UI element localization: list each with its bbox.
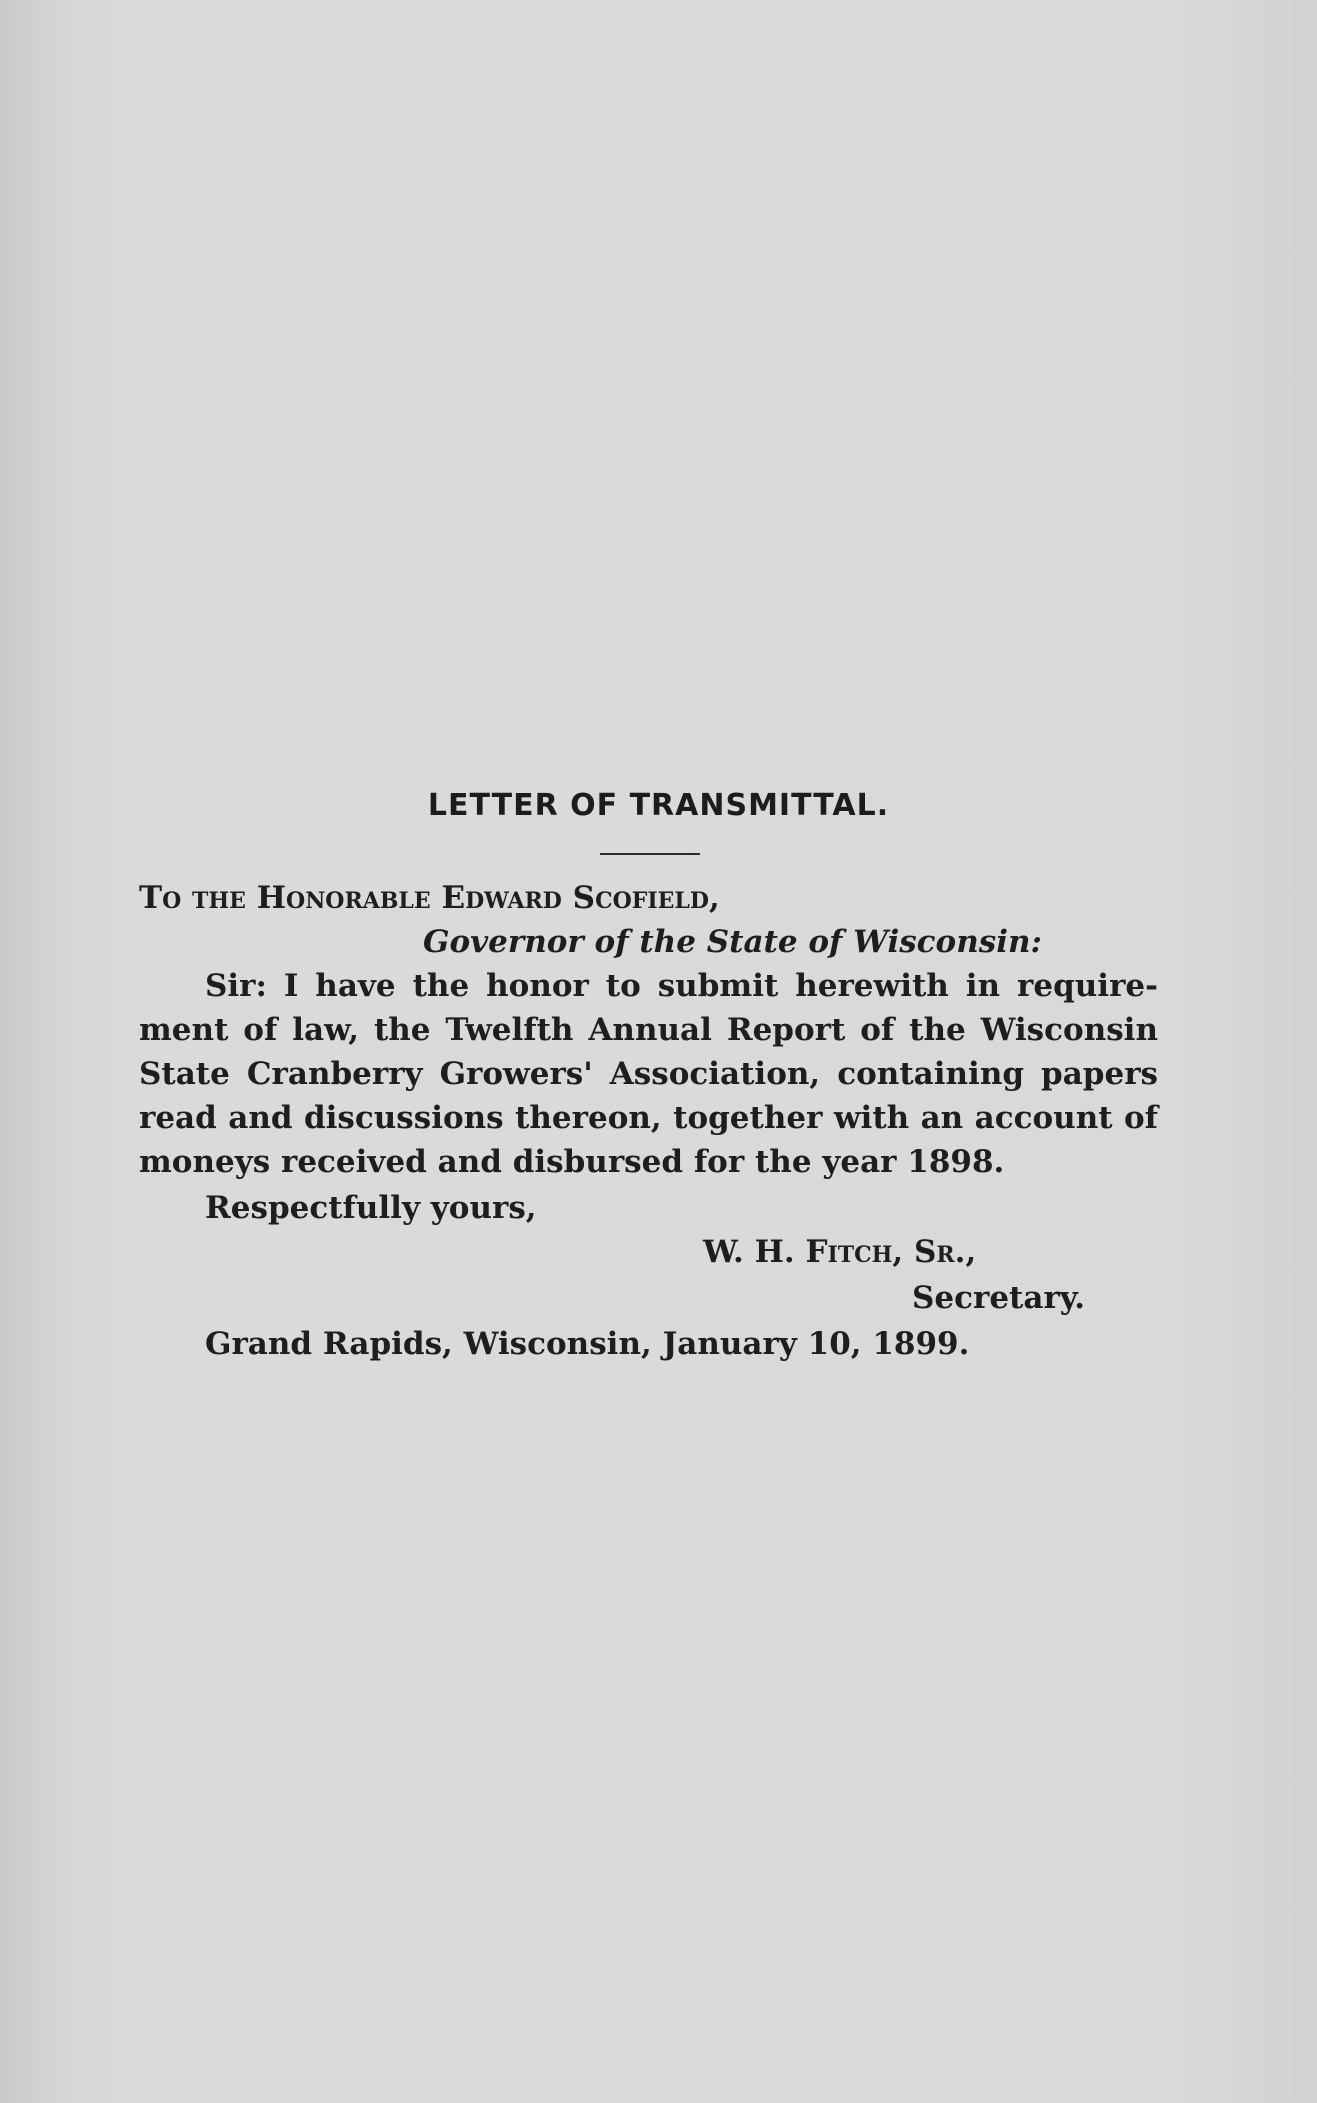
body-line-2: ment of law, the Twelfth Annual Report of the Wisconsin	[139, 1012, 1158, 1048]
place-and-date: Grand Rapids, Wisconsin, January 10, 1899.	[205, 1326, 970, 1362]
address-recipient: To the Honorable Edward Scofield,	[139, 880, 720, 916]
body-line-4: read and discussions thereon, together with an account of	[139, 1100, 1158, 1136]
closing: Respectfully yours,	[205, 1190, 537, 1226]
title-divider	[600, 853, 700, 855]
body-line-5: moneys received and disbursed for the year 1898.	[139, 1144, 1005, 1180]
address-office: Governor of the State of Wisconsin:	[423, 924, 1042, 960]
letter-title: LETTER OF TRANSMITTAL.	[427, 788, 890, 823]
body-line-1: Sir: I have the honor to submit herewith in require-	[205, 968, 1158, 1004]
signature-title: Secretary.	[912, 1280, 1086, 1316]
signature-name: W. H. Fitch, Sr.,	[703, 1234, 977, 1270]
body-line-3: State Cranberry Growers' Association, containing papers	[139, 1056, 1158, 1092]
